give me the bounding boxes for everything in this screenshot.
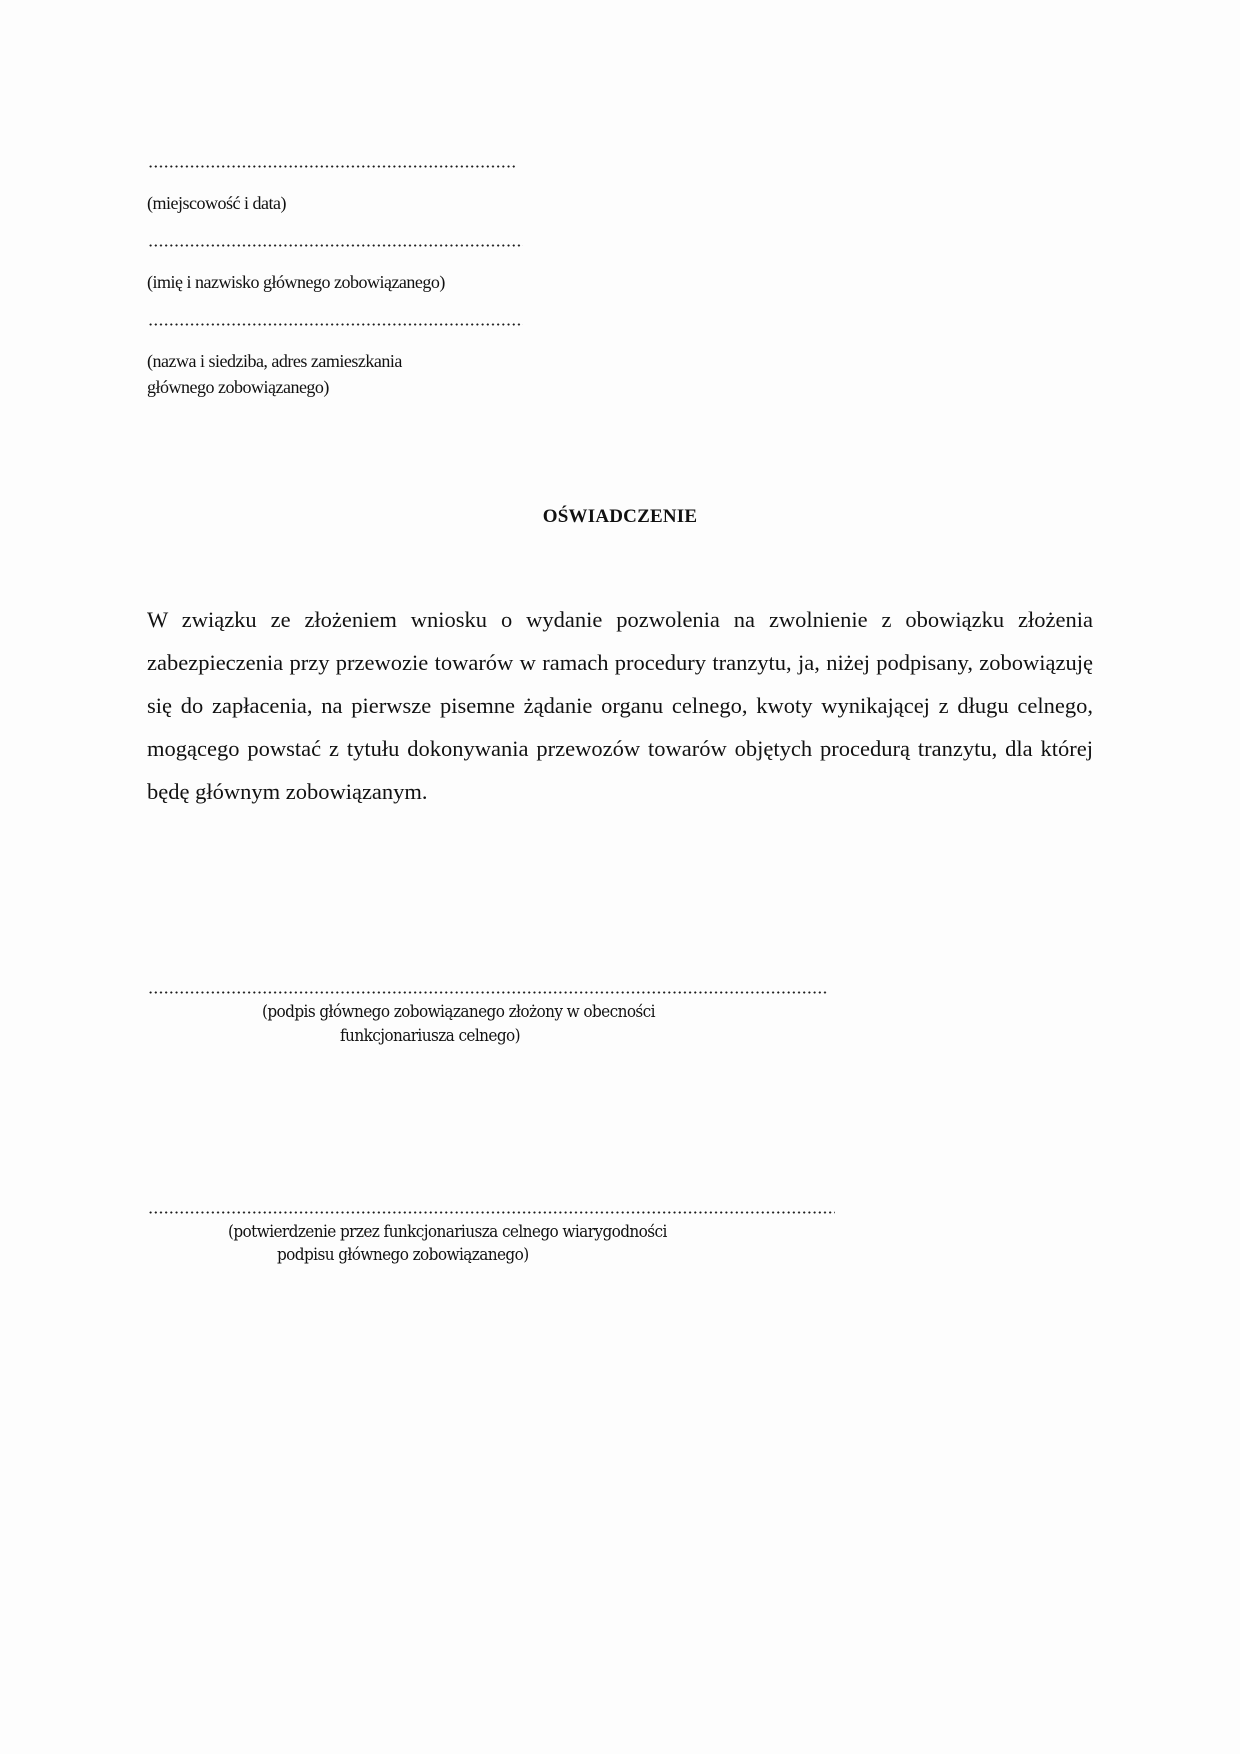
document-title: OŚWIADCZENIE xyxy=(542,506,698,527)
name-line xyxy=(148,244,523,247)
address-line xyxy=(148,323,523,326)
confirmation-label-line1: (potwierdzenie przez funkcjonariusza celnego wiarygodności xyxy=(228,1222,667,1242)
confirmation-label-line2: podpisu głównego zobowiązanego) xyxy=(277,1245,529,1265)
signature-line xyxy=(148,991,829,994)
confirmation-signature-line xyxy=(148,1211,835,1214)
signature-label-line1: (podpis głównego zobowiązanego złożony w obecności xyxy=(262,1002,655,1022)
name-label: (imię i nazwisko głównego zobowiązanego) xyxy=(147,272,445,292)
place-date-line xyxy=(148,165,516,168)
address-label-line1: (nazwa i siedziba, adres zamieszkania xyxy=(147,351,402,371)
address-label-line2: głównego zobowiązanego) xyxy=(147,377,329,397)
signature-label-line2: funkcjonariusza celnego) xyxy=(340,1026,521,1046)
declaration-paragraph: W związku ze złożeniem wniosku o wydanie pozwolenia na zwolnienie z obowiązku złożenia zabezpieczenia przy przewozie towarów w ramach procedury tranzytu, ja, niżej podpisany, zobowiązuję się do zapłacenia, na pierwsze pisemne żądanie organu celnego, kwoty wynikającej z długu celnego, mogącego powstać z tytułu dokonywania przewozów towarów objętych procedurą tranzytu, dla której będę głównym zobowiązanym. xyxy=(147,607,1093,804)
place-date-label: (miejscowość i data) xyxy=(147,193,286,213)
